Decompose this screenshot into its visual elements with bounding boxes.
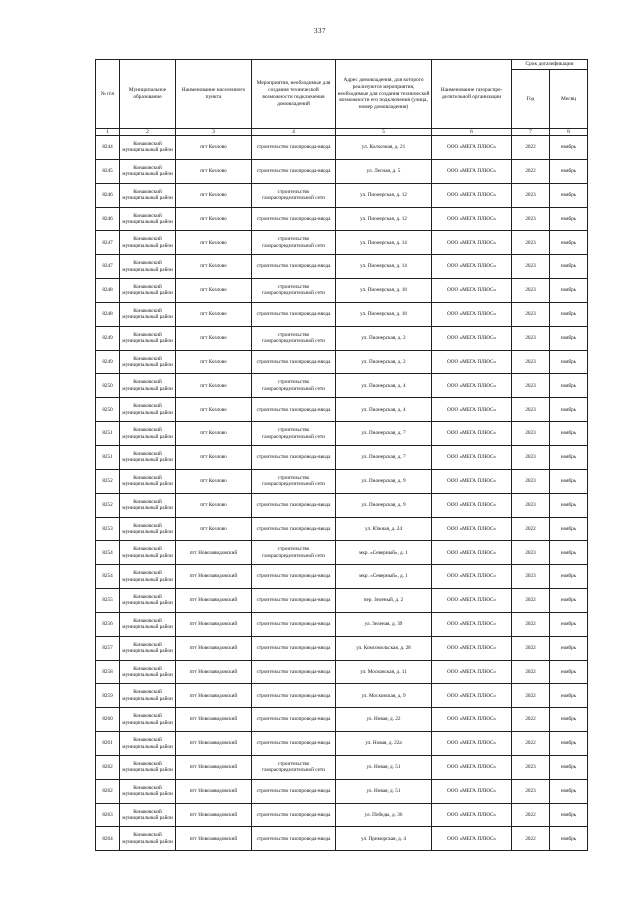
row-number: 8249: [96, 326, 120, 350]
table-row: [96, 374, 588, 398]
locality-cell: пгт Новозавидовский: [176, 660, 252, 684]
locality-cell: пгт Козлово: [176, 374, 252, 398]
activity-cell: строительство газопровода-ввода: [252, 159, 336, 183]
table-row: [96, 255, 588, 279]
row-number: 8252: [96, 493, 120, 517]
municipality-cell: Конаковский муниципальный район: [120, 589, 176, 613]
organization-cell: ООО «МЕГА ПЛЮС»: [432, 398, 512, 422]
activity-cell: строительство газопровода-ввода: [252, 589, 336, 613]
month-cell: ноябрь: [550, 136, 588, 160]
municipality-cell: Конаковский муниципальный район: [120, 684, 176, 708]
address-cell: мкр. «Северный», д. 1: [336, 541, 432, 565]
column-number: 1: [96, 129, 120, 136]
table-row: [96, 684, 588, 708]
year-cell: 2023: [512, 422, 550, 446]
activity-cell: строительство газопровода-ввода: [252, 827, 336, 851]
page-number: 337: [314, 27, 326, 35]
row-number: 8250: [96, 398, 120, 422]
locality-cell: пгт Новозавидовский: [176, 589, 252, 613]
organization-cell: ООО «МЕГА ПЛЮС»: [432, 374, 512, 398]
organization-cell: ООО «МЕГА ПЛЮС»: [432, 469, 512, 493]
organization-cell: ООО «МЕГА ПЛЮС»: [432, 517, 512, 541]
locality-cell: пгт Козлово: [176, 517, 252, 541]
month-cell: ноябрь: [550, 231, 588, 255]
row-number: 8247: [96, 231, 120, 255]
activity-cell: строительство газораспределительной сети: [252, 469, 336, 493]
table-row: [96, 779, 588, 803]
locality-cell: пгт Козлово: [176, 136, 252, 160]
organization-cell: ООО «МЕГА ПЛЮС»: [432, 779, 512, 803]
year-cell: 2023: [512, 302, 550, 326]
organization-cell: ООО «МЕГА ПЛЮС»: [432, 827, 512, 851]
municipality-cell: Конаковский муниципальный район: [120, 493, 176, 517]
year-cell: 2023: [512, 279, 550, 303]
row-number: 8251: [96, 422, 120, 446]
month-cell: ноябрь: [550, 565, 588, 589]
organization-cell: ООО «МЕГА ПЛЮС»: [432, 159, 512, 183]
organization-cell: ООО «МЕГА ПЛЮС»: [432, 422, 512, 446]
municipality-cell: Конаковский муниципальный район: [120, 255, 176, 279]
municipality-cell: Конаковский муниципальный район: [120, 279, 176, 303]
table-row: [96, 231, 588, 255]
column-number: 7: [512, 129, 550, 136]
table-row: [96, 183, 588, 207]
organization-cell: ООО «МЕГА ПЛЮС»: [432, 302, 512, 326]
year-cell: 2022: [512, 612, 550, 636]
row-number: 8255: [96, 589, 120, 613]
activity-cell: строительство газопровода-ввода: [252, 732, 336, 756]
activity-cell: строительство газораспределительной сети: [252, 541, 336, 565]
month-cell: ноябрь: [550, 541, 588, 565]
locality-cell: пгт Козлово: [176, 231, 252, 255]
month-cell: ноябрь: [550, 612, 588, 636]
row-number: 8259: [96, 684, 120, 708]
table-row: [96, 827, 588, 851]
month-cell: ноябрь: [550, 493, 588, 517]
municipality-cell: Конаковский муниципальный район: [120, 422, 176, 446]
table-row: [96, 541, 588, 565]
locality-cell: пгт Новозавидовский: [176, 732, 252, 756]
month-cell: ноябрь: [550, 755, 588, 779]
locality-cell: пгт Козлово: [176, 350, 252, 374]
address-cell: ул. Новая, д. 22: [336, 708, 432, 732]
month-cell: ноябрь: [550, 207, 588, 231]
row-number: 8253: [96, 517, 120, 541]
table-row: [96, 136, 588, 160]
header-num: № п\п: [96, 60, 120, 129]
month-cell: ноябрь: [550, 660, 588, 684]
year-cell: 2023: [512, 779, 550, 803]
table-row: [96, 350, 588, 374]
locality-cell: пгт Козлово: [176, 159, 252, 183]
table-row: [96, 207, 588, 231]
row-number: 8263: [96, 803, 120, 827]
organization-cell: ООО «МЕГА ПЛЮС»: [432, 755, 512, 779]
locality-cell: пгт Козлово: [176, 183, 252, 207]
column-number: 4: [252, 129, 336, 136]
month-cell: ноябрь: [550, 684, 588, 708]
organization-cell: ООО «МЕГА ПЛЮС»: [432, 636, 512, 660]
municipality-cell: Конаковский муниципальный район: [120, 636, 176, 660]
table-row: [96, 636, 588, 660]
row-number: 8246: [96, 183, 120, 207]
column-number: 3: [176, 129, 252, 136]
month-cell: ноябрь: [550, 279, 588, 303]
month-cell: ноябрь: [550, 589, 588, 613]
locality-cell: пгт Новозавидовский: [176, 779, 252, 803]
address-cell: ул. Московская, д. 9: [336, 684, 432, 708]
row-number: 8251: [96, 445, 120, 469]
municipality-cell: Конаковский муниципальный район: [120, 302, 176, 326]
year-cell: 2023: [512, 350, 550, 374]
municipality-cell: Конаковский муниципальный район: [120, 159, 176, 183]
table-row: [96, 422, 588, 446]
column-number: 6: [432, 129, 512, 136]
table-row: [96, 326, 588, 350]
address-cell: ул. Пионерская, д. 2: [336, 326, 432, 350]
organization-cell: ООО «МЕГА ПЛЮС»: [432, 612, 512, 636]
locality-cell: пгт Новозавидовский: [176, 803, 252, 827]
header-deadline-group: Срок догазификации: [512, 60, 588, 70]
address-cell: ул. Победы, д. 36: [336, 803, 432, 827]
address-cell: ул. Колхозная, д. 21: [336, 136, 432, 160]
table-body: [96, 136, 588, 851]
row-number: 8252: [96, 469, 120, 493]
year-cell: 2023: [512, 541, 550, 565]
locality-cell: пгт Козлово: [176, 279, 252, 303]
locality-cell: пгт Козлово: [176, 398, 252, 422]
table-row: [96, 803, 588, 827]
month-cell: ноябрь: [550, 803, 588, 827]
municipality-cell: Конаковский муниципальный район: [120, 326, 176, 350]
year-cell: 2023: [512, 469, 550, 493]
year-cell: 2023: [512, 207, 550, 231]
month-cell: ноябрь: [550, 159, 588, 183]
activity-cell: строительство газопровода-ввода: [252, 136, 336, 160]
year-cell: 2022: [512, 636, 550, 660]
header-activities: Мероприятия, необходимые для создания технической возможности подключения домовладений: [252, 60, 336, 129]
address-cell: ул. Пионерская, д. 7: [336, 422, 432, 446]
organization-cell: ООО «МЕГА ПЛЮС»: [432, 684, 512, 708]
year-cell: 2023: [512, 231, 550, 255]
row-number: 8258: [96, 660, 120, 684]
column-number: 2: [120, 129, 176, 136]
organization-cell: ООО «МЕГА ПЛЮС»: [432, 589, 512, 613]
year-cell: 2023: [512, 565, 550, 589]
municipality-cell: Конаковский муниципальный район: [120, 231, 176, 255]
address-cell: ул. Пионерская, д. 7: [336, 445, 432, 469]
activity-cell: строительство газопровода-ввода: [252, 493, 336, 517]
address-cell: ул. Пионерская, д. 2: [336, 350, 432, 374]
year-cell: 2022: [512, 660, 550, 684]
row-number: 8254: [96, 541, 120, 565]
header-year: Год: [512, 70, 550, 129]
locality-cell: пгт Новозавидовский: [176, 541, 252, 565]
address-cell: ул. Южная, д. 24: [336, 517, 432, 541]
organization-cell: ООО «МЕГА ПЛЮС»: [432, 136, 512, 160]
organization-cell: ООО «МЕГА ПЛЮС»: [432, 803, 512, 827]
gasification-table: [95, 59, 588, 851]
organization-cell: ООО «МЕГА ПЛЮС»: [432, 183, 512, 207]
municipality-cell: Конаковский муниципальный район: [120, 183, 176, 207]
locality-cell: пгт Козлово: [176, 422, 252, 446]
activity-cell: строительство газопровода-ввода: [252, 398, 336, 422]
header-month: Месяц: [550, 70, 588, 129]
year-cell: 2023: [512, 445, 550, 469]
activity-cell: строительство газораспределительной сети: [252, 422, 336, 446]
activity-cell: строительство газопровода-ввода: [252, 565, 336, 589]
address-cell: ул. Новая, д. 51: [336, 779, 432, 803]
row-number: 8254: [96, 565, 120, 589]
table-row: [96, 612, 588, 636]
row-number: 8245: [96, 159, 120, 183]
municipality-cell: Конаковский муниципальный район: [120, 541, 176, 565]
activity-cell: строительство газораспределительной сети: [252, 755, 336, 779]
activity-cell: строительство газопровода-ввода: [252, 255, 336, 279]
address-cell: ул. Пионерская, д. 9: [336, 493, 432, 517]
organization-cell: ООО «МЕГА ПЛЮС»: [432, 708, 512, 732]
month-cell: ноябрь: [550, 183, 588, 207]
address-cell: ул. Пионерская, д. 18: [336, 279, 432, 303]
address-cell: ул. Новая, д. 51: [336, 755, 432, 779]
address-cell: ул. Пионерская, д. 12: [336, 183, 432, 207]
table-row: [96, 445, 588, 469]
table-row: [96, 302, 588, 326]
organization-cell: ООО «МЕГА ПЛЮС»: [432, 660, 512, 684]
table-row: [96, 732, 588, 756]
locality-cell: пгт Козлово: [176, 255, 252, 279]
year-cell: 2022: [512, 732, 550, 756]
municipality-cell: Конаковский муниципальный район: [120, 398, 176, 422]
address-cell: ул. Московская, д. 11: [336, 660, 432, 684]
organization-cell: ООО «МЕГА ПЛЮС»: [432, 541, 512, 565]
activity-cell: строительство газораспределительной сети: [252, 326, 336, 350]
header-org: Наименование газораспре-делительной организации: [432, 60, 512, 129]
municipality-cell: Конаковский муниципальный район: [120, 708, 176, 732]
month-cell: ноябрь: [550, 302, 588, 326]
municipality-cell: Конаковский муниципальный район: [120, 350, 176, 374]
locality-cell: пгт Новозавидовский: [176, 708, 252, 732]
month-cell: ноябрь: [550, 255, 588, 279]
row-number: 8262: [96, 779, 120, 803]
address-cell: ул. Пионерская, д. 14: [336, 255, 432, 279]
month-cell: ноябрь: [550, 350, 588, 374]
organization-cell: ООО «МЕГА ПЛЮС»: [432, 231, 512, 255]
column-number: 5: [336, 129, 432, 136]
activity-cell: строительство газопровода-ввода: [252, 517, 336, 541]
organization-cell: ООО «МЕГА ПЛЮС»: [432, 326, 512, 350]
year-cell: 2023: [512, 255, 550, 279]
activity-cell: строительство газораспределительной сети: [252, 374, 336, 398]
municipality-cell: Конаковский муниципальный район: [120, 732, 176, 756]
month-cell: ноябрь: [550, 398, 588, 422]
table-row: [96, 660, 588, 684]
locality-cell: пгт Козлово: [176, 493, 252, 517]
address-cell: ул. Пионерская, д. 4: [336, 374, 432, 398]
address-cell: ул. Пионерская, д. 14: [336, 231, 432, 255]
municipality-cell: Конаковский муниципальный район: [120, 660, 176, 684]
year-cell: 2023: [512, 326, 550, 350]
year-cell: 2022: [512, 517, 550, 541]
month-cell: ноябрь: [550, 779, 588, 803]
year-cell: 2022: [512, 589, 550, 613]
year-cell: 2022: [512, 136, 550, 160]
month-cell: ноябрь: [550, 708, 588, 732]
year-cell: 2023: [512, 374, 550, 398]
organization-cell: ООО «МЕГА ПЛЮС»: [432, 732, 512, 756]
row-number: 8262: [96, 755, 120, 779]
address-cell: ул. Приморская, д. 4: [336, 827, 432, 851]
row-number: 8248: [96, 302, 120, 326]
header-locality: Наименование населенного пункта: [176, 60, 252, 129]
activity-cell: строительство газопровода-ввода: [252, 612, 336, 636]
year-cell: 2023: [512, 755, 550, 779]
locality-cell: пгт Козлово: [176, 469, 252, 493]
table-row: [96, 398, 588, 422]
organization-cell: ООО «МЕГА ПЛЮС»: [432, 445, 512, 469]
row-number: 8260: [96, 708, 120, 732]
locality-cell: пгт Новозавидовский: [176, 636, 252, 660]
row-number: 8257: [96, 636, 120, 660]
header-address: Адрес домовладения, для которого реализуются мероприятия, необходимые для создания технической возможности его подключения (улица, номер домовладения): [336, 60, 432, 129]
header-municipality: Муниципальное образование: [120, 60, 176, 129]
organization-cell: ООО «МЕГА ПЛЮС»: [432, 255, 512, 279]
activity-cell: строительство газопровода-ввода: [252, 302, 336, 326]
locality-cell: пгт Новозавидовский: [176, 755, 252, 779]
table-row: [96, 565, 588, 589]
municipality-cell: Конаковский муниципальный район: [120, 374, 176, 398]
year-cell: 2022: [512, 708, 550, 732]
table-row: [96, 589, 588, 613]
address-cell: ул. Пионерская, д. 9: [336, 469, 432, 493]
year-cell: 2022: [512, 159, 550, 183]
locality-cell: пгт Новозавидовский: [176, 827, 252, 851]
activity-cell: строительство газопровода-ввода: [252, 445, 336, 469]
address-cell: ул. Пионерская, д. 12: [336, 207, 432, 231]
organization-cell: ООО «МЕГА ПЛЮС»: [432, 279, 512, 303]
row-number: 8264: [96, 827, 120, 851]
year-cell: 2023: [512, 493, 550, 517]
activity-cell: строительство газопровода-ввода: [252, 350, 336, 374]
address-cell: ул. Пионерская, д. 4: [336, 398, 432, 422]
address-cell: ул. Пионерская, д. 18: [336, 302, 432, 326]
month-cell: ноябрь: [550, 827, 588, 851]
locality-cell: пгт Новозавидовский: [176, 565, 252, 589]
row-number: 8246: [96, 207, 120, 231]
activity-cell: строительство газопровода-ввода: [252, 636, 336, 660]
activity-cell: строительство газопровода-ввода: [252, 660, 336, 684]
organization-cell: ООО «МЕГА ПЛЮС»: [432, 565, 512, 589]
year-cell: 2023: [512, 398, 550, 422]
year-cell: 2022: [512, 827, 550, 851]
organization-cell: ООО «МЕГА ПЛЮС»: [432, 493, 512, 517]
year-cell: 2022: [512, 803, 550, 827]
municipality-cell: Конаковский муниципальный район: [120, 445, 176, 469]
address-cell: ул. Лесная, д. 5: [336, 159, 432, 183]
activity-cell: строительство газопровода-ввода: [252, 708, 336, 732]
row-number: 8244: [96, 136, 120, 160]
table-row: [96, 469, 588, 493]
municipality-cell: Конаковский муниципальный район: [120, 755, 176, 779]
row-number: 8248: [96, 279, 120, 303]
address-cell: ул. Зеленая, д. 39: [336, 612, 432, 636]
table-row: [96, 755, 588, 779]
activity-cell: строительство газопровода-ввода: [252, 779, 336, 803]
activity-cell: строительство газораспределительной сети: [252, 231, 336, 255]
column-number-row: [96, 129, 588, 136]
month-cell: ноябрь: [550, 469, 588, 493]
month-cell: ноябрь: [550, 517, 588, 541]
table-row: [96, 279, 588, 303]
table-row: [96, 517, 588, 541]
row-number: 8247: [96, 255, 120, 279]
address-cell: ул. Комсомольская, д. 28: [336, 636, 432, 660]
row-number: 8249: [96, 350, 120, 374]
activity-cell: строительство газораспределительной сети: [252, 183, 336, 207]
month-cell: ноябрь: [550, 326, 588, 350]
locality-cell: пгт Новозавидовский: [176, 612, 252, 636]
municipality-cell: Конаковский муниципальный район: [120, 136, 176, 160]
table-row: [96, 159, 588, 183]
locality-cell: пгт Козлово: [176, 445, 252, 469]
municipality-cell: Конаковский муниципальный район: [120, 803, 176, 827]
municipality-cell: Конаковский муниципальный район: [120, 469, 176, 493]
row-number: 8256: [96, 612, 120, 636]
year-cell: 2022: [512, 684, 550, 708]
municipality-cell: Конаковский муниципальный район: [120, 565, 176, 589]
address-cell: ул. Новая, д. 22а: [336, 732, 432, 756]
organization-cell: ООО «МЕГА ПЛЮС»: [432, 350, 512, 374]
activity-cell: строительство газопровода-ввода: [252, 684, 336, 708]
month-cell: ноябрь: [550, 732, 588, 756]
locality-cell: пгт Козлово: [176, 326, 252, 350]
month-cell: ноябрь: [550, 422, 588, 446]
locality-cell: пгт Новозавидовский: [176, 684, 252, 708]
locality-cell: пгт Козлово: [176, 207, 252, 231]
municipality-cell: Конаковский муниципальный район: [120, 517, 176, 541]
month-cell: ноябрь: [550, 636, 588, 660]
table-row: [96, 708, 588, 732]
activity-cell: строительство газопровода-ввода: [252, 207, 336, 231]
activity-cell: строительство газораспределительной сети: [252, 279, 336, 303]
activity-cell: строительство газопровода-ввода: [252, 803, 336, 827]
address-cell: мкр. «Северный», д. 1: [336, 565, 432, 589]
organization-cell: ООО «МЕГА ПЛЮС»: [432, 207, 512, 231]
municipality-cell: Конаковский муниципальный район: [120, 207, 176, 231]
municipality-cell: Конаковский муниципальный район: [120, 612, 176, 636]
municipality-cell: Конаковский муниципальный район: [120, 827, 176, 851]
municipality-cell: Конаковский муниципальный район: [120, 779, 176, 803]
row-number: 8250: [96, 374, 120, 398]
locality-cell: пгт Козлово: [176, 302, 252, 326]
month-cell: ноябрь: [550, 374, 588, 398]
month-cell: ноябрь: [550, 445, 588, 469]
table-row: [96, 493, 588, 517]
column-number: 8: [550, 129, 588, 136]
row-number: 8261: [96, 732, 120, 756]
year-cell: 2023: [512, 183, 550, 207]
address-cell: пер. Зеленый, д. 2: [336, 589, 432, 613]
